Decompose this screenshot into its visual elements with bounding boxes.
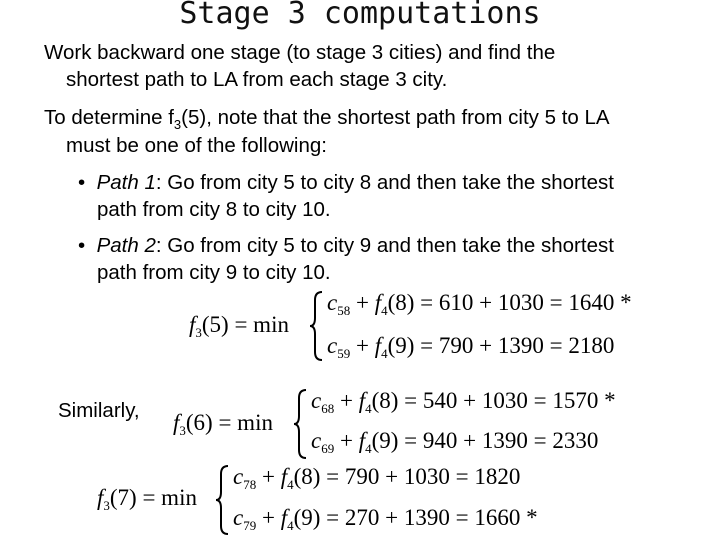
intro-line-3-b: (5), note that the shortest path from city 5 to LA — [181, 106, 610, 129]
bullet-2-cont: path from city 9 to city 10. — [97, 261, 331, 284]
eq2-f: f — [173, 410, 180, 435]
plus-sign: + — [350, 290, 375, 315]
intro-line-4: must be one of the following: — [66, 134, 327, 157]
f-symbol: f — [280, 464, 288, 489]
cost-symbol: c — [327, 333, 338, 358]
cost-subscript: 79 — [243, 518, 257, 533]
bullet-dot: • — [78, 234, 97, 257]
plus-sign: + — [256, 505, 281, 530]
equation-2-lhs — [173, 410, 273, 439]
similarly-label: Similarly, — [58, 399, 140, 422]
bullet-1 — [78, 170, 614, 196]
equation-1-lhs — [189, 312, 289, 341]
slide-title: Stage 3 computations — [179, 0, 541, 31]
equation-3-lhs — [97, 485, 197, 514]
cost-subscript: 69 — [321, 441, 335, 456]
f-subscript: 4 — [365, 441, 372, 456]
equation-3-brace — [215, 464, 231, 536]
bullet-2-label: Path 2 — [96, 234, 156, 257]
equation-2-row-2 — [311, 428, 598, 457]
cost-subscript: 78 — [243, 477, 257, 492]
eq3-f: f — [97, 485, 104, 510]
f-subscript: 4 — [287, 477, 294, 492]
cost-symbol: c — [311, 428, 322, 453]
equation-1-brace — [309, 290, 325, 362]
cost-subscript: 68 — [321, 401, 335, 416]
f-symbol: f — [358, 428, 366, 453]
row-expression: (9) = 790 + 1390 = 2180 — [387, 333, 615, 358]
f-symbol: f — [280, 505, 288, 530]
f-subscript: 4 — [381, 303, 388, 318]
eq1-fsub: 3 — [195, 325, 202, 340]
eq2-arg: (6) = min — [185, 410, 273, 435]
plus-sign: + — [334, 428, 359, 453]
row-expression: (9) = 270 + 1390 = 1660 * — [293, 505, 538, 530]
cost-symbol: c — [327, 290, 338, 315]
equation-3-row-2 — [233, 505, 538, 534]
cost-subscript: 58 — [337, 303, 351, 318]
bullet-2-text: : Go from city 5 to city 9 and then take the shortest — [155, 234, 614, 257]
plus-sign: + — [334, 388, 359, 413]
plus-sign: + — [350, 333, 375, 358]
f-subscript: 4 — [381, 346, 388, 361]
intro-line-3-sub: 3 — [173, 117, 182, 132]
row-expression: (8) = 790 + 1030 = 1820 — [293, 464, 521, 489]
equation-3-row-1 — [233, 464, 520, 493]
cost-symbol: c — [233, 505, 244, 530]
row-expression: (8) = 610 + 1030 = 1640 * — [387, 290, 632, 315]
f-subscript: 4 — [287, 518, 294, 533]
bullet-1-label: Path 1 — [96, 171, 156, 194]
eq1-f: f — [189, 312, 196, 337]
row-expression: (9) = 940 + 1390 = 2330 — [371, 428, 599, 453]
equation-1-row-2 — [327, 333, 614, 362]
bullet-2 — [78, 233, 614, 259]
f-symbol: f — [374, 333, 382, 358]
equation-2-row-1 — [311, 388, 616, 417]
equation-1-row-1 — [327, 290, 632, 319]
intro-line-2: shortest path to LA from each stage 3 city. — [66, 68, 448, 91]
eq2-fsub: 3 — [179, 423, 186, 438]
bullet-1-cont: path from city 8 to city 10. — [97, 198, 331, 221]
equation-2-brace — [293, 388, 309, 460]
plus-sign: + — [256, 464, 281, 489]
cost-symbol: c — [311, 388, 322, 413]
bullet-1-text: : Go from city 5 to city 8 and then take the shortest — [155, 171, 614, 194]
cost-symbol: c — [233, 464, 244, 489]
eq1-arg: (5) = min — [201, 312, 289, 337]
cost-subscript: 59 — [337, 346, 351, 361]
row-expression: (8) = 540 + 1030 = 1570 * — [371, 388, 616, 413]
eq3-fsub: 3 — [103, 498, 110, 513]
f-symbol: f — [358, 388, 366, 413]
bullet-dot: • — [78, 171, 97, 194]
eq3-arg: (7) = min — [109, 485, 197, 510]
intro-line-3-a: To determine f — [44, 106, 174, 129]
intro-line-1: Work backward one stage (to stage 3 cities) and find the — [44, 41, 556, 64]
f-symbol: f — [374, 290, 382, 315]
f-subscript: 4 — [365, 401, 372, 416]
